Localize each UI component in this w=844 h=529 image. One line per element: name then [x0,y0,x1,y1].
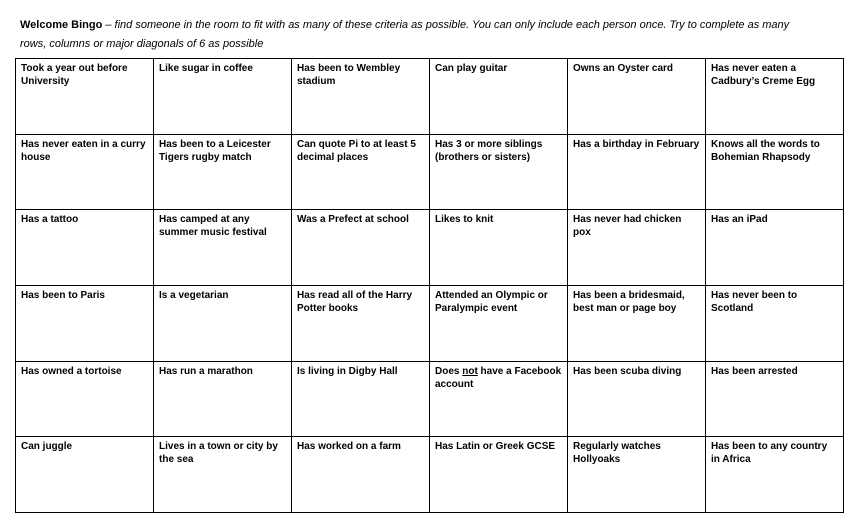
bingo-title: Welcome Bingo [20,19,103,31]
intro-text [20,16,790,54]
bingo-cell: Is a vegetarian [154,285,292,361]
bingo-cell: Has Latin or Greek GCSE [430,437,568,513]
bingo-cell: Has read all of the Harry Potter books [292,285,430,361]
bingo-cell: Has never eaten in a curry house [16,134,154,210]
bingo-cell: Has never had chicken pox [568,210,706,286]
bingo-cell: Has been to any country in Africa [706,437,844,513]
bingo-row [16,437,844,513]
bingo-cell: Is living in Digby Hall [292,361,430,437]
bingo-row [16,285,844,361]
bingo-cell: Has been arrested [706,361,844,437]
bingo-cell: Has a birthday in February [568,134,706,210]
bingo-cell: Regularly watches Hollyoaks [568,437,706,513]
bingo-cell: Has never eaten a Cadbury’s Creme Egg [706,59,844,135]
bingo-cell: Has an iPad [706,210,844,286]
bingo-cell: Was a Prefect at school [292,210,430,286]
bingo-cell: Has been a bridesmaid, best man or page boy [568,285,706,361]
bingo-cell: Has been scuba diving [568,361,706,437]
facebook-post: have a Facebook account [435,365,562,390]
bingo-cell-facebook [430,361,568,437]
bingo-cell: Has camped at any summer music festival [154,210,292,286]
facebook-pre: Does [435,365,463,377]
intro-instructions: find someone in the room to fit with as many of these criteria as possible. You can only include each person once. Try to complete as many rows, columns or major diagonals of 6 as possible [20,19,790,50]
bingo-cell: Attended an Olympic or Paralympic event [430,285,568,361]
bingo-row [16,361,844,437]
facebook-not-underlined: not [462,365,478,377]
bingo-cell: Can play guitar [430,59,568,135]
bingo-cell: Lives in a town or city by the sea [154,437,292,513]
bingo-cell: Has run a marathon [154,361,292,437]
bingo-row [16,134,844,210]
bingo-cell: Has been to Wembley stadium [292,59,430,135]
bingo-grid [15,58,844,513]
bingo-cell: Has owned a tortoise [16,361,154,437]
bingo-cell: Can juggle [16,437,154,513]
intro-dash: – [102,19,115,31]
bingo-cell: Has worked on a farm [292,437,430,513]
bingo-cell: Has been to a Leicester Tigers rugby match [154,134,292,210]
bingo-cell: Can quote Pi to at least 5 decimal places [292,134,430,210]
bingo-cell: Like sugar in coffee [154,59,292,135]
bingo-cell: Owns an Oyster card [568,59,706,135]
bingo-row [16,59,844,135]
bingo-cell: Likes to knit [430,210,568,286]
bingo-cell: Has 3 or more siblings (brothers or sisters) [430,134,568,210]
bingo-cell: Has been to Paris [16,285,154,361]
bingo-cell: Has never been to Scotland [706,285,844,361]
bingo-cell: Knows all the words to Bohemian Rhapsody [706,134,844,210]
bingo-row [16,210,844,286]
bingo-cell: Has a tattoo [16,210,154,286]
bingo-cell: Took a year out before University [16,59,154,135]
